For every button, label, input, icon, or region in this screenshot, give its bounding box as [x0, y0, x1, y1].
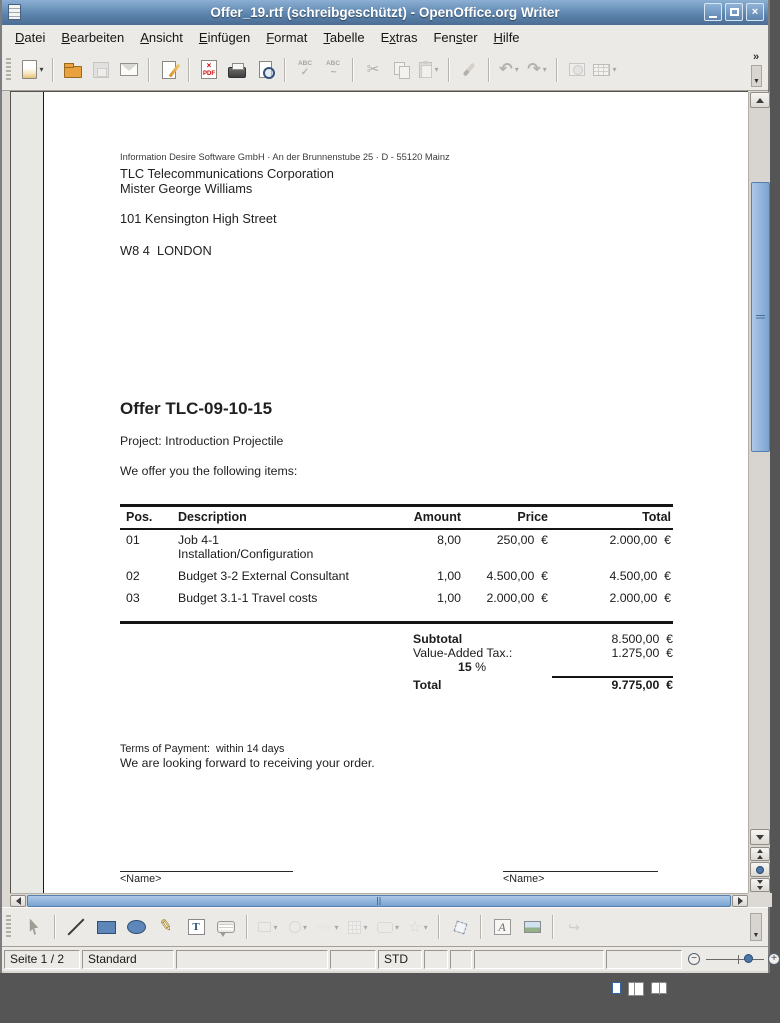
horizontal-scrollbar[interactable]: [10, 893, 748, 907]
totals-block: [413, 633, 673, 693]
toolbar-separator: [54, 915, 56, 939]
text-box-button[interactable]: [182, 912, 210, 942]
export-pdf-icon: × PDF: [203, 61, 215, 77]
flowchart-button[interactable]: ▾: [344, 912, 372, 942]
drawing-toolbar: [2, 907, 768, 946]
export-pdf-button[interactable]: [196, 56, 222, 84]
total-label: Total: [413, 678, 442, 693]
toolbar-separator: [448, 58, 450, 82]
zoom-slider-handle[interactable]: [744, 954, 753, 963]
save-button[interactable]: [88, 56, 114, 84]
callout-shapes-icon: [377, 922, 393, 933]
toolbar-separator: [284, 58, 286, 82]
format-paintbrush-icon: [463, 62, 476, 76]
redo-button[interactable]: [524, 56, 550, 84]
selection-mode-cell[interactable]: [424, 950, 448, 969]
arrow-right-icon: [738, 897, 743, 905]
thumb-grip-icon: [377, 897, 382, 905]
page-preview-icon: [259, 61, 272, 78]
paste-button[interactable]: [416, 56, 442, 84]
empty-cell: [330, 950, 376, 969]
toolbar-separator: [52, 58, 54, 82]
basic-shapes-icon: [258, 922, 271, 932]
menu-einfuegen[interactable]: Einfügen: [198, 29, 251, 45]
layout-book-icon[interactable]: [651, 982, 667, 994]
drawbar-mini-scrollbar[interactable]: [750, 913, 762, 941]
edit-file-button[interactable]: [156, 56, 182, 84]
minimize-button[interactable]: [704, 3, 722, 21]
ellipse-icon: [127, 920, 146, 934]
picture-from-file-icon: [524, 921, 541, 933]
callout-shapes-button[interactable]: ▾: [374, 912, 402, 942]
scroll-right-button[interactable]: [732, 895, 748, 907]
window-title: Offer_19.rtf (schreibgeschützt) - OpenOffice.org Writer: [210, 5, 560, 20]
titlebar[interactable]: [2, 0, 768, 25]
toolbar-separator: [556, 58, 558, 82]
freeform-line-icon: ✎: [158, 916, 175, 937]
terms-line: Terms of Payment: within 14 days: [120, 743, 285, 755]
signature-name-left: <Name>: [120, 873, 162, 885]
line-icon: [68, 919, 85, 936]
hyperlink-mode-cell[interactable]: [450, 950, 472, 969]
scroll-down-icon: ▼: [753, 78, 760, 85]
closing-line: We are looking forward to receiving your order.: [120, 756, 375, 770]
previous-page-button[interactable]: [750, 847, 770, 861]
recipient-contact: Mister George Williams: [120, 181, 253, 196]
project-line: Project: Introduction Projectile: [120, 434, 284, 448]
document-page[interactable]: [43, 92, 749, 894]
print-icon: [228, 67, 246, 78]
vertical-scrollbar[interactable]: [748, 92, 770, 893]
hyperlink-icon: [569, 63, 585, 76]
subtotal-value: 8.500,00 €: [611, 632, 673, 646]
signature-line-left: [120, 871, 293, 872]
email-button[interactable]: [116, 56, 142, 84]
close-icon: ×: [751, 5, 759, 18]
page-style-cell[interactable]: Standard: [82, 950, 174, 969]
zoom-out-button[interactable]: −: [688, 953, 700, 965]
freeform-line-button[interactable]: [152, 912, 180, 942]
fontwork-gallery-button[interactable]: [488, 912, 516, 942]
table-row: 03 Budget 3.1-1 Travel costs 1,00 2.000,00 € 2.000,00 €: [126, 591, 671, 605]
signature-line-right: [503, 871, 658, 872]
table-row: 01 Job 4-1 Installation/Configuration 8,00 250,00 € 2.000,00 €: [126, 533, 671, 561]
toolbar-separator: [246, 915, 248, 939]
scroll-up-button[interactable]: [750, 92, 770, 108]
zoom-in-button[interactable]: +: [768, 953, 780, 965]
rectangle-icon: [97, 921, 116, 934]
scroll-left-button[interactable]: [10, 895, 26, 907]
symbol-shapes-button[interactable]: ▾: [284, 912, 312, 942]
scrollbar-corner: [748, 893, 772, 907]
recipient-company: TLC Telecommunications Corporation: [120, 166, 334, 181]
close-button[interactable]: [746, 3, 764, 21]
toolbar-separator: [480, 915, 482, 939]
standard-toolbar: [2, 49, 768, 91]
symbol-shapes-icon: [289, 921, 301, 933]
arrow-up-icon: [756, 98, 764, 103]
basic-shapes-button[interactable]: ▾: [254, 912, 282, 942]
next-page-button[interactable]: [750, 878, 770, 892]
language-cell[interactable]: [176, 950, 328, 969]
edit-points-icon: [453, 920, 467, 934]
toolbar-separator: [438, 915, 440, 939]
copy-icon: [394, 62, 409, 77]
signature-name-right: <Name>: [503, 873, 545, 885]
spellcheck-button[interactable]: [292, 56, 318, 84]
vat-value: 1.275,00 €: [611, 645, 673, 660]
menu-extras[interactable]: Extras: [380, 29, 418, 45]
items-table-header: Pos. Description Amount Price Total: [120, 507, 673, 530]
application-icon[interactable]: [8, 4, 21, 20]
navigation-dot-icon: [756, 866, 764, 874]
dropdown-icon: ▾: [514, 65, 519, 74]
picture-from-file-button[interactable]: [518, 912, 546, 942]
open-icon: [64, 66, 82, 78]
scroll-down-icon: ▼: [752, 932, 760, 939]
total-value: 9.775,00 €: [611, 678, 673, 693]
recipient-street: 101 Kensington High Street: [120, 211, 277, 226]
flowchart-icon: [348, 921, 361, 934]
redo-icon: ↷: [527, 60, 541, 78]
email-icon: [120, 63, 138, 76]
dropdown-icon: ▾: [612, 65, 617, 74]
menu-ansicht[interactable]: Ansicht: [140, 29, 183, 45]
maximize-button[interactable]: [725, 3, 743, 21]
vat-label: Value-Added Tax.:: [413, 645, 513, 660]
stars-button[interactable]: ☆ ▾: [408, 918, 428, 936]
layout-single-page-icon[interactable]: [612, 982, 621, 994]
toolbar-separator: [352, 58, 354, 82]
zoom-slider-tick: [738, 955, 739, 964]
text-box-icon: T: [188, 919, 205, 935]
stars-icon: ☆: [408, 918, 422, 936]
paste-icon: [419, 62, 432, 78]
zoom-control: [686, 950, 777, 969]
zoom-slider-track[interactable]: [706, 959, 764, 960]
vat-rate: 15 %: [458, 659, 487, 674]
line-button[interactable]: [62, 912, 90, 942]
edit-file-icon: [162, 61, 176, 79]
page-number-cell[interactable]: Seite 1 / 2: [4, 950, 80, 969]
recipient-city: W8 4 LONDON: [120, 243, 212, 258]
insert-table-button[interactable]: [592, 56, 618, 84]
statusbar: [2, 946, 777, 971]
copy-button[interactable]: [388, 56, 414, 84]
toolbar-separator: [488, 58, 490, 82]
arrow-left-icon: [16, 897, 21, 905]
toolbar-grip[interactable]: [6, 915, 11, 939]
select-button[interactable]: [20, 912, 48, 942]
dropdown-icon: ▾: [542, 65, 547, 74]
dropdown-icon: ▾: [434, 65, 439, 74]
block-arrows-icon: [317, 922, 332, 933]
menu-datei[interactable]: Datei: [15, 29, 46, 45]
rectangle-button[interactable]: [92, 912, 120, 942]
callout-button[interactable]: [212, 912, 240, 942]
vertical-scroll-track[interactable]: [750, 109, 770, 828]
insert-table-icon: [593, 64, 610, 76]
layout-multi-page-icon[interactable]: [628, 982, 644, 994]
document-modified-cell: [474, 950, 604, 969]
undo-button[interactable]: [496, 56, 522, 84]
toolbar-separator: [188, 58, 190, 82]
new-document-icon: [22, 60, 37, 79]
sender-line: Information Desire Software GmbH · An der Brunnenstube 25 · D - 55120 Mainz: [120, 152, 450, 162]
vertical-scroll-thumb[interactable]: [751, 182, 770, 452]
edit-points-button[interactable]: [446, 912, 474, 942]
offer-heading: Offer TLC-09-10-15: [120, 399, 273, 418]
toolbar-overflow-button[interactable]: »: [752, 51, 760, 63]
undo-icon: ↶: [499, 60, 513, 78]
block-arrows-button[interactable]: ▾: [314, 912, 342, 942]
arrow-down-icon: [756, 835, 764, 840]
menubar: [2, 25, 768, 49]
subtotal-label: Subtotal: [413, 632, 463, 646]
menu-bearbeiten[interactable]: Bearbeiten: [61, 29, 125, 45]
toolbar-separator: [552, 915, 554, 939]
table-row: 02 Budget 3-2 External Consultant 1,00 4.500,00 € 4.500,00 €: [126, 569, 671, 583]
new-document-button[interactable]: [20, 56, 46, 84]
toolbar-grip[interactable]: [6, 58, 11, 82]
minimize-icon: [709, 16, 717, 18]
hyperlink-button[interactable]: [564, 56, 590, 84]
navigation-button[interactable]: [750, 862, 770, 877]
insert-mode-cell[interactable]: STD: [378, 950, 422, 969]
save-icon: [93, 62, 109, 78]
menu-hilfe[interactable]: Hilfe: [493, 29, 520, 45]
print-button[interactable]: [224, 56, 250, 84]
toolbar-separator: [148, 58, 150, 82]
document-viewport: [10, 91, 748, 893]
fontwork-gallery-icon: A: [494, 919, 511, 935]
extrusion-icon: ↪: [568, 919, 580, 935]
ellipse-button[interactable]: [122, 912, 150, 942]
select-icon: [27, 919, 41, 936]
horizontal-scroll-thumb[interactable]: [27, 895, 731, 907]
page-preview-button[interactable]: [252, 56, 278, 84]
thumb-grip-icon: [756, 315, 765, 320]
menu-format[interactable]: Format: [266, 29, 308, 45]
format-paintbrush-button[interactable]: [456, 56, 482, 84]
auto-spellcheck-icon: ABC ~: [325, 60, 341, 78]
menu-tabelle[interactable]: Tabelle: [323, 29, 365, 45]
open-button[interactable]: [60, 56, 86, 84]
items-table: [120, 504, 673, 624]
maximize-icon: [730, 8, 739, 16]
cut-button[interactable]: [360, 56, 386, 84]
view-layout-cell: [606, 950, 682, 969]
menu-fenster[interactable]: Fenster: [433, 29, 478, 45]
extrusion-button[interactable]: [560, 912, 588, 942]
intro-line: We offer you the following items:: [120, 464, 298, 478]
callout-icon: [217, 921, 235, 933]
spellcheck-icon: ABC ✓: [297, 60, 313, 78]
scroll-down-button[interactable]: [750, 829, 770, 845]
cut-icon: ✂: [366, 61, 380, 78]
dropdown-icon[interactable]: ▾: [39, 65, 44, 74]
auto-spellcheck-button[interactable]: [320, 56, 346, 84]
toolbar-mini-scrollbar[interactable]: [751, 65, 762, 87]
